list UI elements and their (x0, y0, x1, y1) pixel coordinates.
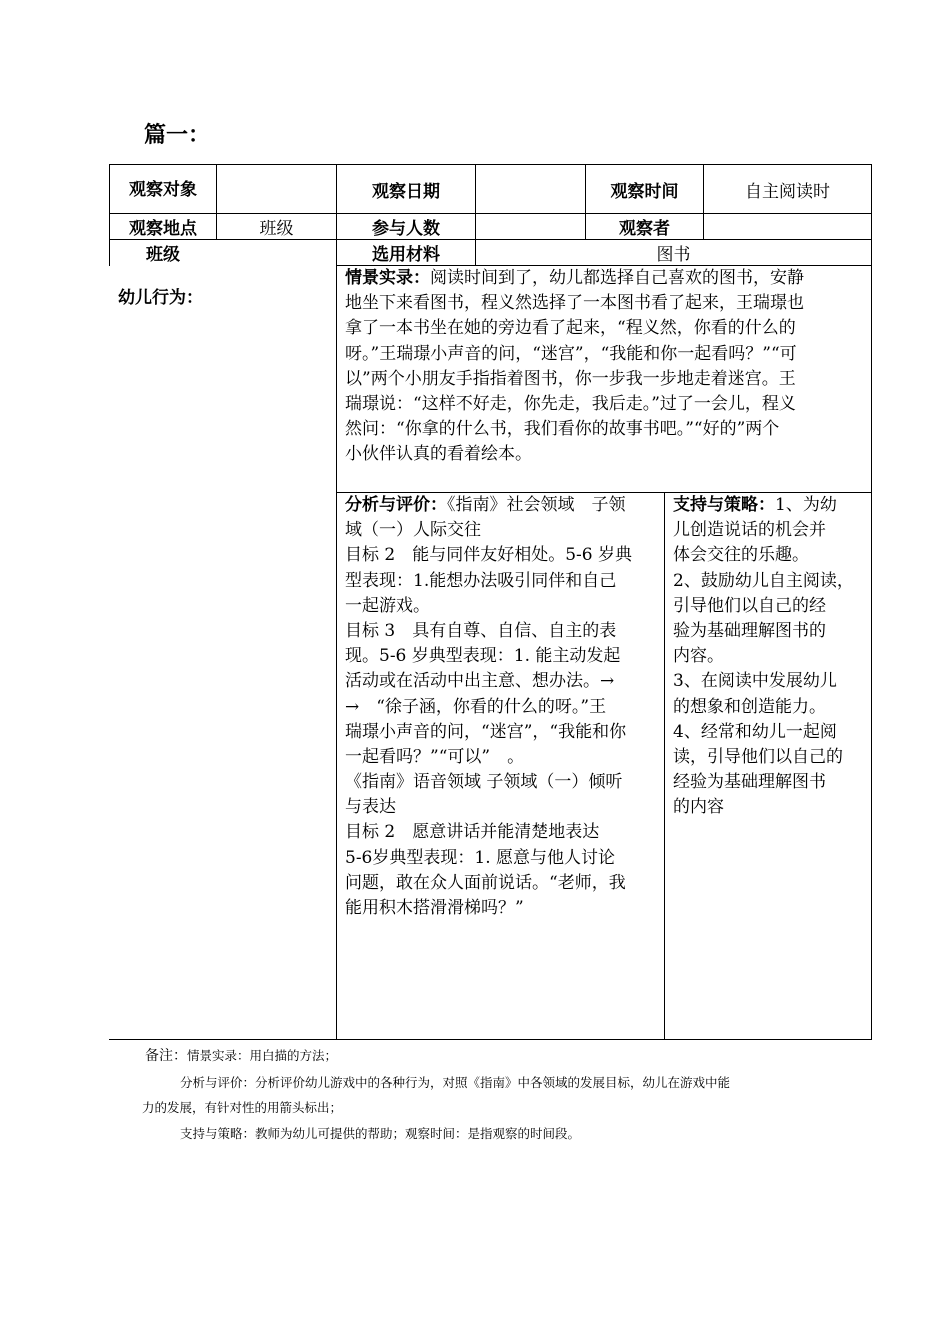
support-strategy: 支持与策略：1、为幼 儿创造说话的机会并 体会交往的乐趣。 2、鼓励幼儿自主阅读， 引导他们以自己的经 验为基础理解图书的 内容。 3、在阅读中发展幼儿 的想象和创造能力。 4、经常和幼儿一起阅 读，引导他们以自己的 经验为基础理解图书 的内容 (673, 495, 854, 818)
note-line-1: 备注：情景实录：用白描的方法； (145, 1048, 338, 1064)
value-observation-place: 班级 (259, 219, 294, 239)
label-material: 选用材料 (372, 245, 440, 265)
label-observation-place: 观察地点 (129, 219, 197, 239)
label-observation-date: 观察日期 (372, 181, 440, 202)
note-label: 备注： (145, 1048, 187, 1064)
label-observer: 观察者 (619, 219, 670, 239)
value-observation-object (217, 165, 336, 213)
label-observation-time: 观察时间 (610, 181, 679, 202)
value-material: 图书 (656, 245, 691, 265)
label-child-behavior: 幼儿行为： (118, 288, 203, 308)
analysis-evaluation: 分析与评价：《指南》社会领域 子领 域（一）人际交往 目标 2 能与同伴友好相处。5-6 岁典 型表现：1.能想办法吸引同伴和自己 一起游戏。 目标 3 具有自尊、自信、自主的表 现。5-6 岁典型表现：1. 能主动发起 活动或在活动中出主意、想办法。→ → “徐子涵，你看的什么的呀。”王 瑞璟小声音的问，“迷宫”，“我能和你 一起看吗？”“可以” 。 《指南》语音领域 子领域（一）倾听 与表达 目标 2 愿意讲话并能清楚地表达 5-6岁典型表现：1. 愿意与他人讨论 问题，敢在众人面前说话。“老师，我 能用积木搭滑滑梯吗？” (345, 495, 632, 918)
value-observation-time: 自主阅读时 (745, 181, 830, 202)
support-label: 支持与策略： (673, 495, 775, 515)
label-participant-count: 参与人数 (372, 219, 440, 239)
label-class: 班级 (146, 245, 180, 265)
note-line-2: 分析与评价：分析评价幼儿游戏中的各种行为，对照《指南》中各领域的发展目标，幼儿在游戏中能 (180, 1075, 731, 1090)
analysis-label: 分析与评价： (345, 495, 447, 515)
value-participant-count (476, 214, 585, 239)
value-observation-date (476, 165, 585, 213)
scene-record: 情景实录：阅读时间到了，幼儿都选择自己喜欢的图书，安静 地坐下来看图书，程义然选择了一本图书看了起来，王瑞璟也 拿了一本书坐在她的旁边看了起来，“程义然，你看的什么的 呀。”王瑞璟小声音的问，“迷宫”，“我能和你一起看吗？”“可 以”两个小朋友手指指着图书，你一步我一步地走着迷宫。王 瑞璟说：“这样不好走，你先走，我后走。”过了一会儿，程义 然问：“你拿的什么书，我们看你的故事书吧。”“好的”两个 小伙伴认真的看着绘本。 (345, 268, 804, 465)
label-observation-object: 观察对象 (129, 179, 197, 200)
note-line-3: 力的发展，有针对性的用箭头标出； (142, 1100, 343, 1115)
value-observer (704, 214, 871, 239)
note-line-4: 支持与策略：教师为幼儿可提供的帮助；观察时间：是指观察的时间段。 (180, 1126, 581, 1141)
page-heading: 篇一： (144, 123, 211, 148)
scene-label: 情景实录： (345, 268, 430, 288)
